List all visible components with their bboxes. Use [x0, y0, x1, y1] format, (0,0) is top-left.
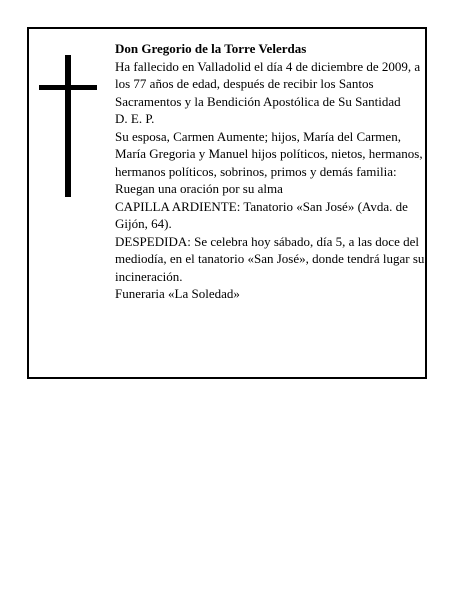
deceased-name: Don Gregorio de la Torre Velerdas	[115, 41, 307, 56]
rip-abbreviation: D. E. P.	[115, 111, 155, 126]
death-announcement: Ha fallecido en Valladolid el día 4 de diciembre de 2009, a los 77 años de edad, después de recibir los Santos Sacramentos y la Bendición Apostólica de Su Santidad	[115, 58, 421, 109]
cross-horizontal-bar	[39, 85, 97, 90]
obituary-text	[115, 40, 427, 303]
chapel-info: CAPILLA ARDIENTE: Tanatorio «San José» (Avda. de Gijón, 64).	[115, 198, 408, 231]
funeral-home: Funeraria «La Soledad»	[115, 286, 240, 301]
farewell-info: DESPEDIDA: Se celebra hoy sábado, día 5, a las doce del mediodía, en el tanatorio «San José», donde tendrá lugar su incineración.	[115, 233, 425, 284]
prayer-request: Ruegan una oración por su alma	[115, 181, 283, 196]
cross-vertical-bar	[65, 55, 71, 197]
obituary-notice	[27, 27, 427, 379]
family-list: Su esposa, Carmen Aumente; hijos, María del Carmen, María Gregoria y Manuel hijos políticos, nietos, hermanos, hermanos políticos, sobrinos, primos y demás familia:	[115, 128, 423, 179]
